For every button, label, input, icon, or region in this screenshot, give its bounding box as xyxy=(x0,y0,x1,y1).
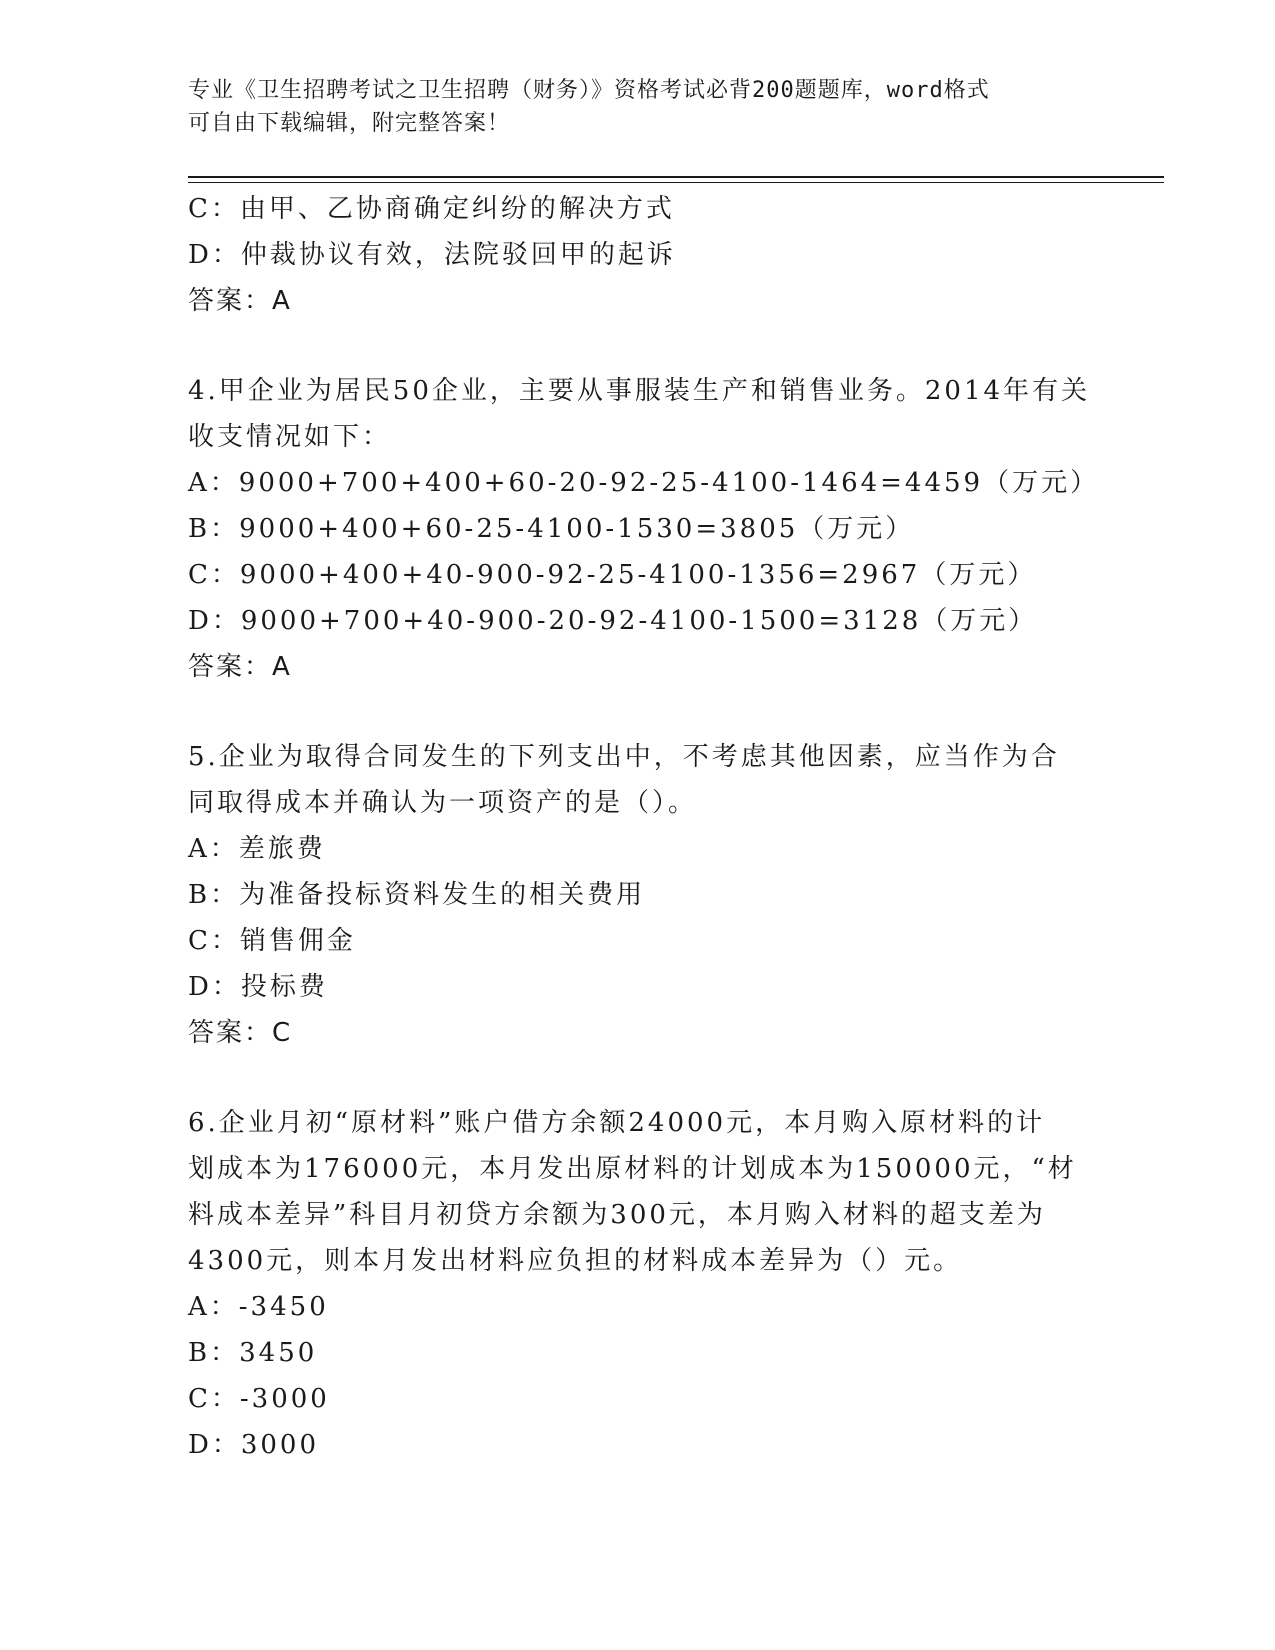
question-stem: 5.企业为取得合同发生的下列支出中，不考虑其他因素，应当作为合 xyxy=(188,742,1060,772)
question-stem: 划成本为176000元，本月发出原材料的计划成本为150000元，“材 xyxy=(188,1154,1077,1184)
question-3 xyxy=(188,186,1088,324)
option-b: B：3450 xyxy=(188,1338,318,1368)
question-stem: 收支情况如下： xyxy=(188,422,392,452)
question-stem: 料成本差异”科目月初贷方余额为300元，本月购入材料的超支差为 xyxy=(188,1200,1046,1230)
option-c: C：由甲、乙协商确定纠纷的解决方式 xyxy=(188,194,675,224)
option-a: A：差旅费 xyxy=(188,834,326,864)
option-a: A：-3450 xyxy=(188,1292,329,1322)
option-c: C：9000+400+40-900-92-25-4100-1356=2967（万元） xyxy=(188,560,1037,590)
option-d: D：仲裁协议有效，法院驳回甲的起诉 xyxy=(188,240,676,270)
answer: 答案：A xyxy=(188,286,292,316)
answer: 答案：A xyxy=(188,652,292,682)
question-stem: 6.企业月初“原材料”账户借方余额24000元，本月购入原材料的计 xyxy=(188,1108,1046,1138)
document-body xyxy=(188,186,1100,1468)
option-d: D：投标费 xyxy=(188,972,328,1002)
question-6 xyxy=(188,1100,1088,1468)
header-divider-thick xyxy=(188,176,1164,178)
header-divider-thin xyxy=(188,182,1164,183)
question-stem: 4.甲企业为居民50企业，主要从事服装生产和销售业务。2014年有关 xyxy=(188,376,1091,406)
option-a: A：9000+700+400+60-20-92-25-4100-1464=4459（万元） xyxy=(188,468,1100,498)
question-4 xyxy=(188,368,1100,690)
document-header xyxy=(188,74,1088,140)
option-d: D：9000+700+40-900-20-92-4100-1500=3128（万元） xyxy=(188,606,1038,636)
answer: 答案：C xyxy=(188,1018,293,1048)
option-b: B：9000+400+60-25-4100-1530=3805（万元） xyxy=(188,514,915,544)
question-5 xyxy=(188,734,1088,1056)
option-b: B：为准备投标资料发生的相关费用 xyxy=(188,880,646,910)
option-c: C：-3000 xyxy=(188,1384,330,1414)
option-d: D：3000 xyxy=(188,1430,320,1460)
question-stem: 4300元，则本月发出材料应负担的材料成本差异为（）元。 xyxy=(188,1246,963,1276)
header-line-2: 可自由下载编辑，附完整答案！ xyxy=(188,111,511,136)
question-stem: 同取得成本并确认为一项资产的是（）。 xyxy=(188,788,698,818)
option-c: C：销售佣金 xyxy=(188,926,356,956)
header-line-1: 专业《卫生招聘考试之卫生招聘（财务）》资格考试必背200题题库，word格式 xyxy=(188,78,990,103)
